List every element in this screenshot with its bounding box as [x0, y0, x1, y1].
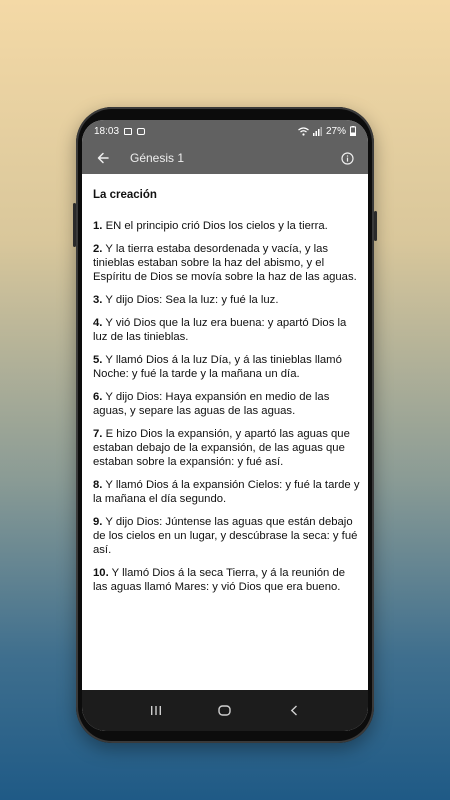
- verse-number: 10.: [93, 567, 109, 579]
- verse-4: [93, 316, 360, 344]
- image-icon: [124, 128, 132, 135]
- verse-text: Y vió Dios que la luz era buena: y apartó Dios la luz de las tinieblas.: [93, 317, 347, 343]
- phone-screen: [82, 120, 368, 731]
- verse-text: E hizo Dios la expansión, y apartó las aguas que estaban debajo de la expansión, de las aguas que estaban sobre la expansión: y fué así.: [93, 428, 350, 468]
- verse-5: [93, 353, 360, 381]
- verse-8: [93, 478, 360, 506]
- status-bar: [82, 120, 368, 142]
- battery-icon: [350, 126, 356, 136]
- verse-6: [93, 390, 360, 418]
- verse-number: 1.: [93, 220, 103, 232]
- verse-7: [93, 427, 360, 469]
- recents-button[interactable]: [144, 701, 168, 721]
- home-button[interactable]: [213, 701, 237, 721]
- verse-number: 6.: [93, 391, 103, 403]
- verse-number: 3.: [93, 294, 103, 306]
- arrow-back-icon: [97, 152, 109, 164]
- verse-number: 4.: [93, 317, 103, 329]
- verse-number: 2.: [93, 243, 103, 255]
- verse-number: 8.: [93, 479, 103, 491]
- wifi-icon: [298, 127, 309, 136]
- section-title: La creación: [93, 189, 157, 201]
- battery-level: 27%: [325, 125, 346, 137]
- verse-1: [93, 219, 360, 233]
- verse-number: 9.: [93, 516, 103, 528]
- page-title: Génesis 1: [130, 151, 185, 165]
- verse-text: Y dijo Dios: Haya expansión en medio de las aguas, y separe las aguas de las aguas.: [93, 391, 330, 417]
- verse-text: Y dijo Dios: Júntense las aguas que están debajo de los cielos en un lugar, y descúbrase la seca: y fué así.: [93, 516, 358, 556]
- status-time: 18:03: [94, 125, 120, 137]
- info-icon: [341, 152, 354, 165]
- phone-frame: [76, 107, 374, 743]
- verse-10: [93, 566, 360, 594]
- app-bar: [82, 142, 368, 174]
- verse-number: 7.: [93, 428, 103, 440]
- verse-text: EN el principio crió Dios los cielos y la tierra.: [105, 220, 328, 232]
- back-button[interactable]: [92, 147, 114, 169]
- system-nav-bar: [82, 690, 368, 731]
- app-notification-icon: [137, 128, 145, 135]
- nav-back-button[interactable]: [282, 701, 306, 721]
- chapter-content[interactable]: [82, 174, 368, 690]
- recents-icon: [150, 705, 162, 716]
- verse-9: [93, 515, 360, 557]
- verse-2: [93, 242, 360, 284]
- verse-text: Y dijo Dios: Sea la luz: y fué la luz.: [105, 294, 279, 306]
- verse-3: [93, 293, 360, 307]
- signal-icon: [313, 127, 322, 136]
- verse-text: Y la tierra estaba desordenada y vacía, y las tinieblas estaban sobre la haz del abismo, y el Espíritu de Dios se movía sobre la haz de las aguas.: [93, 243, 357, 283]
- info-button[interactable]: [336, 147, 358, 169]
- power-button: [374, 211, 377, 241]
- verse-text: Y llamó Dios á la luz Día, y á las tinieblas llamó Noche: y fué la tarde y la mañana un día.: [93, 354, 342, 380]
- verse-text: Y llamó Dios á la expansión Cielos: y fué la tarde y la mañana el día segundo.: [93, 479, 360, 505]
- back-chevron-icon: [290, 705, 298, 716]
- home-icon: [218, 705, 231, 716]
- verse-number: 5.: [93, 354, 103, 366]
- volume-button: [73, 203, 76, 247]
- verse-text: Y llamó Dios á la seca Tierra, y á la reunión de las aguas llamó Mares: y vió Dios que era bueno.: [93, 567, 346, 593]
